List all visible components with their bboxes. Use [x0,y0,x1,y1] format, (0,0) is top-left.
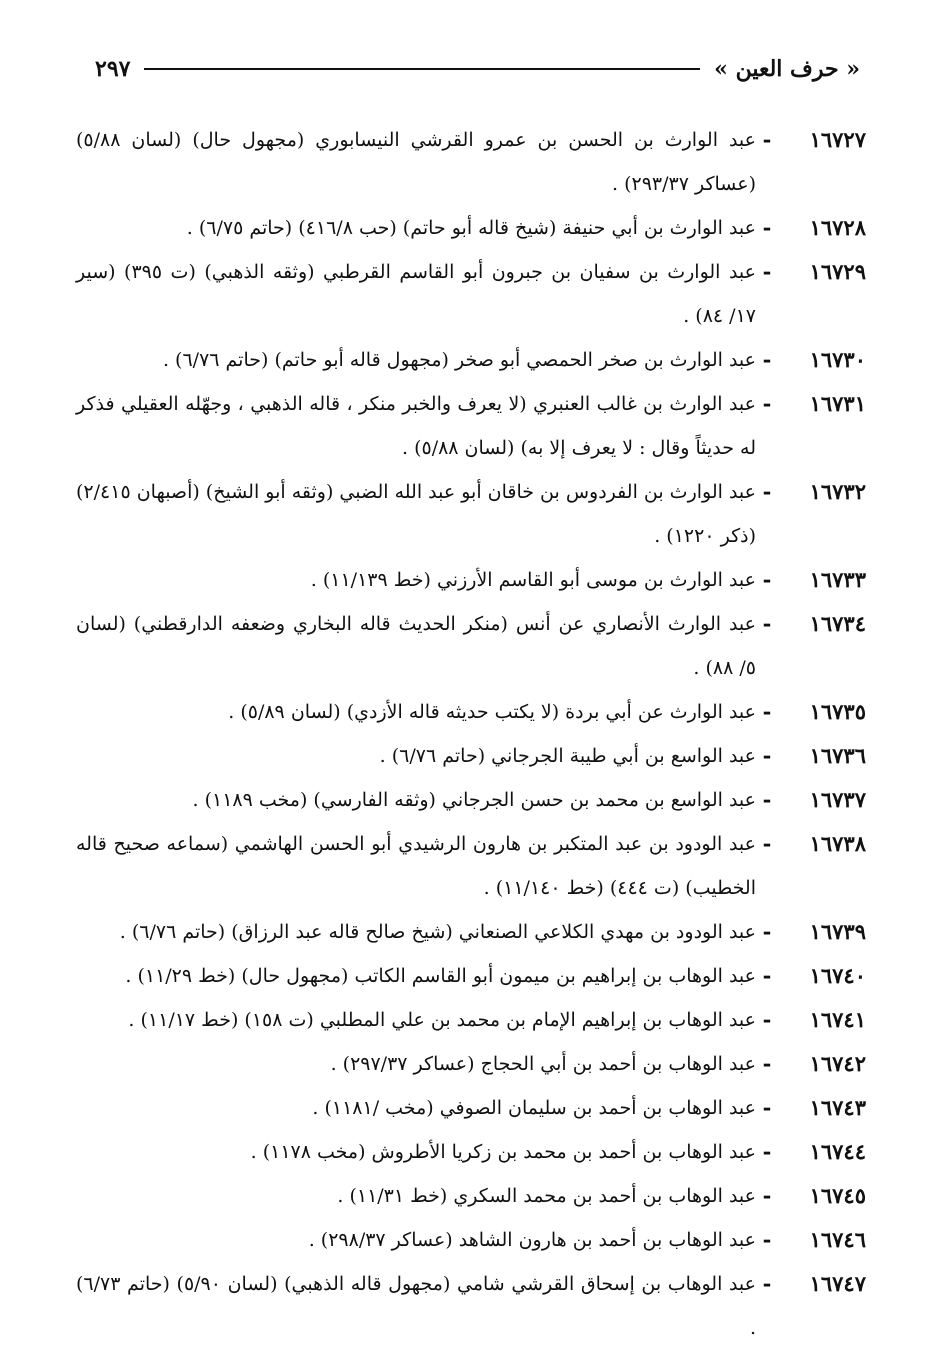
entry [76,998,866,1042]
entry-text: عبد الواسع بن أبي طيبة الجرجاني (حاتم ٦/٧٦) . [379,745,756,767]
entry [76,734,866,778]
entry-number: ١٦٧٤٤ [809,1139,866,1164]
entry-dash: - [762,567,772,592]
entry-text: عبد الوهاب بن أحمد بن أبي الحجاج (عساكر ٢٩٧/٣٧) . [330,1053,756,1075]
entry-dash: - [762,215,772,240]
entry [76,822,866,910]
entry-dash: - [762,963,772,988]
entry [76,470,866,558]
entry-text: عبد الوهاب بن أحمد بن محمد السكري (خط ١١/٣١) . [337,1185,756,1207]
entry-number: ١٦٧٤٣ [809,1095,866,1120]
entry [76,1218,866,1262]
entry [76,1130,866,1174]
entry-text: عبد الواسع بن محمد بن حسن الجرجاني (وثقه الفارسي) (مخب ١١٨٩) . [192,789,756,811]
entry-text: عبد الوارث بن غالب العنبري (لا يعرف والخبر منكر ، قاله الذهبي ، وجهّله العقيلي فذكر له حديثاً وقال : لا يعرف إلا به) (لسان ٥/٨٨) . [76,393,756,459]
entry-dash: - [762,479,772,504]
entry-number: ١٦٧٤١ [809,1007,866,1032]
entry-dash: - [762,391,772,416]
entry-number: ١٦٧٤٢ [809,1051,866,1076]
entry-number: ١٦٧٤٧ [809,1271,866,1296]
entry-text: عبد الوهاب بن أحمد بن محمد بن زكريا الأطروش (مخب ١١٧٨) . [250,1141,756,1163]
entry-dash: - [762,611,772,636]
entry-number: ١٦٧٣٥ [809,699,866,724]
entry-number: ١٦٧٣٩ [809,919,866,944]
entry-number: ١٦٧٢٩ [809,259,866,284]
entry-dash: - [762,1095,772,1120]
entry-number: ١٦٧٢٧ [809,127,866,152]
entry-dash: - [762,743,772,768]
entry-text: عبد الوارث بن الحسن بن عمرو القرشي النيسابوري (مجهول حال) (لسان ٥/٨٨) (عساكر ٢٩٣/٣٧) . [76,129,756,195]
entry-number: ١٦٧٣٤ [809,611,866,636]
entry [76,338,866,382]
entry-number: ١٦٧٣٨ [809,831,866,856]
entry-text: عبد الودود بن عبد المتكبر بن هارون الرشيدي أبو الحسن الهاشمي (سماعه صحيح قاله الخطيب) (ت ٤٤٤) (خط ١١/١٤٠) . [76,833,756,899]
entry [76,1042,866,1086]
entry [76,206,866,250]
entry-dash: - [762,1271,772,1296]
entry-dash: - [762,1007,772,1032]
entry-number: ١٦٧٣٦ [809,743,866,768]
entry-text: عبد الودود بن مهدي الكلاعي الصنعاني (شيخ صالح قاله عبد الرزاق) (حاتم ٦/٧٦) . [119,921,756,943]
entry-number: ١٦٧٢٨ [809,215,866,240]
entry-dash: - [762,787,772,812]
entry-dash: - [762,1227,772,1252]
entry [76,250,866,338]
entry-dash: - [762,1183,772,1208]
entry-number: ١٦٧٣١ [809,391,866,416]
entry [76,1262,866,1350]
entry [76,382,866,470]
entry [76,910,866,954]
entry-text: عبد الوارث بن الفردوس بن خاقان أبو عبد الله الضبي (وثقه أبو الشيخ) (أصبهان ٢/٤١٥) (ذكر ١٢٢٠) . [76,481,756,547]
entry-dash: - [762,127,772,152]
entry-number: ١٦٧٤٥ [809,1183,866,1208]
entry-text: عبد الوهاب بن إبراهيم بن ميمون أبو القاسم الكاتب (مجهول حال) (خط ١١/٢٩) . [125,965,756,987]
entry [76,1086,866,1130]
entry-dash: - [762,919,772,944]
entry-text: عبد الوارث بن أبي حنيفة (شيخ قاله أبو حاتم) (حب ٤١٦/٨) (حاتم ٦/٧٥) . [186,217,756,239]
entries-list [76,118,866,1350]
entry [76,954,866,998]
entry-dash: - [762,831,772,856]
entry-dash: - [762,259,772,284]
entry-number: ١٦٧٤٦ [809,1227,866,1252]
entry-text: عبد الوارث بن موسى أبو القاسم الأرزني (خط ١١/١٣٩) . [310,569,756,591]
entry-dash: - [762,699,772,724]
entry-number: ١٦٧٤٠ [809,963,866,988]
entry-number: ١٦٧٣٢ [809,479,866,504]
entry-dash: - [762,347,772,372]
entry-dash: - [762,1051,772,1076]
page-header [95,52,860,86]
entry-dash: - [762,1139,772,1164]
entry-text: عبد الوهاب بن إبراهيم الإمام بن محمد بن علي المطلبي (ت ١٥٨) (خط ١١/١٧) . [128,1009,756,1031]
entry-text: عبد الوارث الأنصاري عن أنس (منكر الحديث قاله البخاري وضعفه الدارقطني) (لسان ٥/ ٨٨) . [76,613,756,679]
header-rule [144,68,700,70]
entry [76,558,866,602]
entry [76,602,866,690]
entry [76,118,866,206]
running-title: « حرف العين » [714,56,860,82]
entry-text: عبد الوارث بن صخر الحمصي أبو صخر (مجهول قاله أبو حاتم) (حاتم ٦/٧٦) . [162,349,756,371]
entry-text: عبد الوارث عن أبي بردة (لا يكتب حديثه قاله الأزدي) (لسان ٥/٨٩) . [228,701,756,723]
page-number: ٢٩٧ [95,56,131,82]
entry [76,778,866,822]
entry-number: ١٦٧٣٠ [809,347,866,372]
entry-number: ١٦٧٣٣ [809,567,866,592]
entry-text: عبد الوهاب بن أحمد بن سليمان الصوفي (مخب /١١٨١) . [312,1097,756,1119]
entry [76,690,866,734]
entry [76,1174,866,1218]
entry-number: ١٦٧٣٧ [809,787,866,812]
entry-text: عبد الوارث بن سفيان بن جبرون أبو القاسم القرطبي (وثقه الذهبي) (ت ٣٩٥) (سير ١٧/ ٨٤) . [76,261,756,327]
entry-text: عبد الوهاب بن إسحاق القرشي شامي (مجهول قاله الذهبي) (لسان ٥/٩٠) (حاتم ٦/٧٣) . [76,1273,757,1339]
entry-text: عبد الوهاب بن أحمد بن هارون الشاهد (عساكر ٢٩٨/٣٧) . [308,1229,756,1251]
